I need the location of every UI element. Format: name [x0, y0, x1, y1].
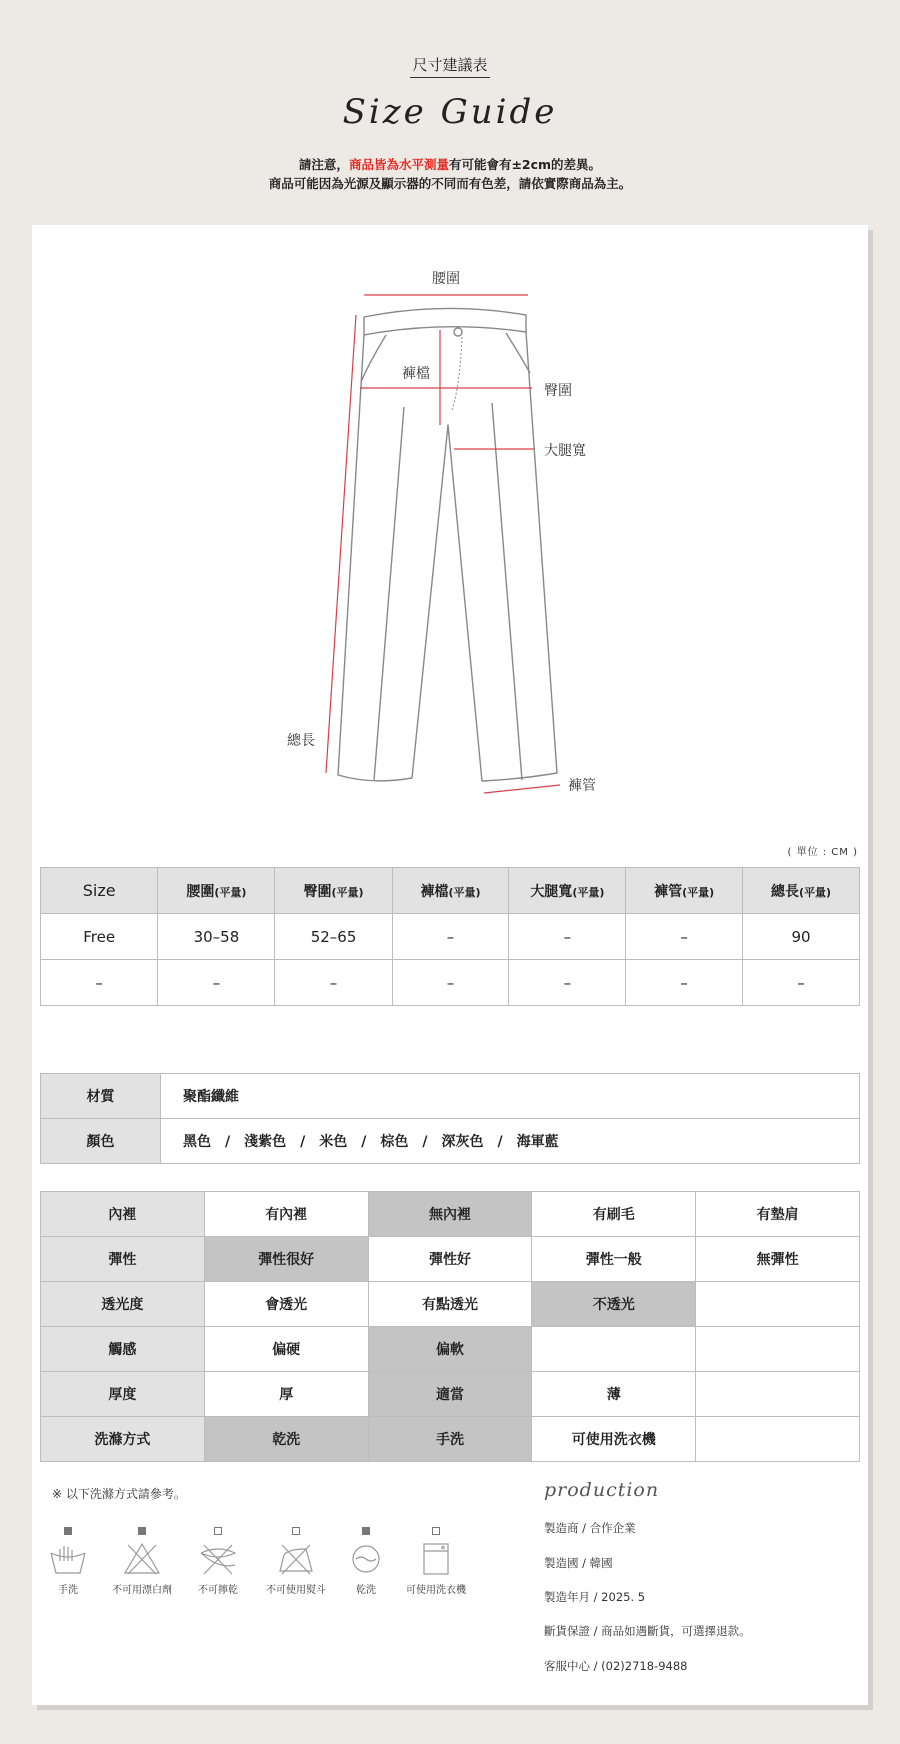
care-hand-wash: [40, 1527, 96, 1596]
feature-label: 內裡: [41, 1192, 205, 1237]
table-cell: –: [509, 960, 626, 1006]
header-size: Size: [41, 868, 158, 914]
table-cell: –: [158, 960, 275, 1006]
feature-option: 可使用洗衣機: [532, 1417, 696, 1462]
page-title: Size Guide: [342, 92, 558, 132]
color-value: 黑色 / 淺紫色 / 米色 / 棕色 / 深灰色 / 海軍藍: [161, 1119, 860, 1164]
table-cell: –: [275, 960, 392, 1006]
check-mark: [432, 1527, 440, 1535]
color-label: 顏色: [41, 1119, 161, 1164]
feature-option: [532, 1327, 696, 1372]
production-guarantee: 斷貨保證 / 商品如遇斷貨，可選擇退款。: [544, 1624, 751, 1638]
header-length: 總長(平量): [743, 868, 860, 914]
header-waist: 腰圍(平量): [158, 868, 275, 914]
production-service: 客服中心 / (02)2718-9488: [544, 1659, 688, 1673]
table-cell: –: [41, 960, 158, 1006]
feature-option: 厚: [204, 1372, 368, 1417]
dry-clean-icon: [346, 1541, 386, 1577]
check-mark: [138, 1527, 146, 1535]
feature-option: 會透光: [204, 1282, 368, 1327]
feature-option-selected: 不透光: [532, 1282, 696, 1327]
notice-line-1: 請注意，商品皆為水平測量有可能會有±2cm的差異。: [298, 157, 602, 172]
table-cell: –: [626, 960, 743, 1006]
feature-label: 觸感: [41, 1327, 205, 1372]
feature-option: 彈性好: [368, 1237, 532, 1282]
size-chart-label: 尺寸建議表: [0, 54, 900, 75]
feature-row-thickness: [41, 1372, 860, 1417]
hand-wash-icon: [48, 1541, 88, 1577]
care-label: 不可使用熨斗: [266, 1585, 326, 1596]
label-rise: 褲檔: [402, 366, 430, 382]
color-row: [41, 1119, 860, 1164]
care-note: ※ 以下洗滌方式請參考。: [52, 1487, 186, 1501]
table-cell: –: [743, 960, 860, 1006]
care-no-bleach: [104, 1527, 180, 1596]
size-table-header: [41, 868, 860, 914]
feature-label: 洗滌方式: [41, 1417, 205, 1462]
header-thigh: 大腿寬(平量): [509, 868, 626, 914]
feature-option: 有墊肩: [696, 1192, 860, 1237]
table-row: [41, 960, 860, 1006]
label-thigh: 大腿寬: [544, 443, 586, 459]
production-date: 製造年月 / 2025. 5: [544, 1590, 646, 1604]
label-waist: 腰圍: [432, 271, 460, 287]
feature-option-selected: 手洗: [368, 1417, 532, 1462]
production-title: production: [544, 1479, 660, 1501]
check-mark: [292, 1527, 300, 1535]
feature-option: 偏硬: [204, 1327, 368, 1372]
feature-option: 無彈性: [696, 1237, 860, 1282]
feature-option-selected: 乾洗: [204, 1417, 368, 1462]
material-row: [41, 1074, 860, 1119]
check-mark: [64, 1527, 72, 1535]
care-dry-clean: [338, 1527, 394, 1596]
feature-row-washing: [41, 1417, 860, 1462]
production-manufacturer: 製造商 / 合作企業: [544, 1521, 636, 1535]
material-value: 聚酯纖維: [161, 1074, 860, 1119]
table-cell: –: [392, 960, 509, 1006]
table-cell: –: [509, 914, 626, 960]
header-hip: 臀圍(平量): [275, 868, 392, 914]
feature-label: 厚度: [41, 1372, 205, 1417]
pants-diagram: [32, 225, 868, 835]
feature-option-selected: 偏軟: [368, 1327, 532, 1372]
production-country: 製造國 / 韓國: [544, 1556, 613, 1570]
table-cell: 30–58: [158, 914, 275, 960]
no-iron-icon: [276, 1541, 316, 1577]
washing-machine-icon: [416, 1541, 456, 1577]
feature-option: [696, 1327, 860, 1372]
material-table: [40, 1073, 860, 1164]
care-label: 可使用洗衣機: [406, 1585, 466, 1596]
unit-note: ( 單位 : CM ): [787, 847, 858, 858]
feature-option: 彈性一般: [532, 1237, 696, 1282]
no-bleach-icon: [122, 1541, 162, 1577]
feature-row-lining: [41, 1192, 860, 1237]
label-hip: 臀圍: [544, 383, 572, 399]
feature-table: [40, 1191, 860, 1462]
feature-row-elasticity: [41, 1237, 860, 1282]
check-mark: [362, 1527, 370, 1535]
feature-option-selected: 無內裡: [368, 1192, 532, 1237]
feature-option-selected: 彈性很好: [204, 1237, 368, 1282]
feature-option: 有內裡: [204, 1192, 368, 1237]
care-no-iron: [258, 1527, 334, 1596]
feature-option: [696, 1282, 860, 1327]
feature-label: 彈性: [41, 1237, 205, 1282]
feature-row-transparency: [41, 1282, 860, 1327]
feature-label: 透光度: [41, 1282, 205, 1327]
feature-option: 薄: [532, 1372, 696, 1417]
care-label: 不可擰乾: [198, 1585, 238, 1596]
care-washing-machine: [398, 1527, 474, 1596]
size-guide-card: [32, 225, 868, 1705]
feature-option: 有點透光: [368, 1282, 532, 1327]
measurement-notice: [0, 155, 900, 193]
no-wring-icon: [198, 1541, 238, 1577]
table-cell: –: [392, 914, 509, 960]
table-cell: –: [626, 914, 743, 960]
label-length: 總長: [287, 733, 315, 749]
feature-option: [696, 1372, 860, 1417]
table-cell: 90: [743, 914, 860, 960]
care-label: 乾洗: [356, 1585, 376, 1596]
feature-option-selected: 適當: [368, 1372, 532, 1417]
feature-option: [696, 1417, 860, 1462]
table-cell: 52–65: [275, 914, 392, 960]
care-label: 手洗: [58, 1585, 78, 1596]
check-mark: [214, 1527, 222, 1535]
label-hem: 褲管: [568, 778, 596, 794]
notice-line-2: 商品可能因為光源及顯示器的不同而有色差，請依實際商品為主。: [268, 176, 632, 191]
care-label: 不可用漂白劑: [112, 1585, 172, 1596]
header-rise: 褲檔(平量): [392, 868, 509, 914]
header-hem: 褲管(平量): [626, 868, 743, 914]
table-cell: Free: [41, 914, 158, 960]
feature-row-texture: [41, 1327, 860, 1372]
size-table: [40, 867, 860, 1006]
feature-option: 有刷毛: [532, 1192, 696, 1237]
care-no-wring: [190, 1527, 246, 1596]
notice-highlight: 商品皆為水平測量: [348, 157, 449, 172]
table-row: [41, 914, 860, 960]
material-label: 材質: [41, 1074, 161, 1119]
